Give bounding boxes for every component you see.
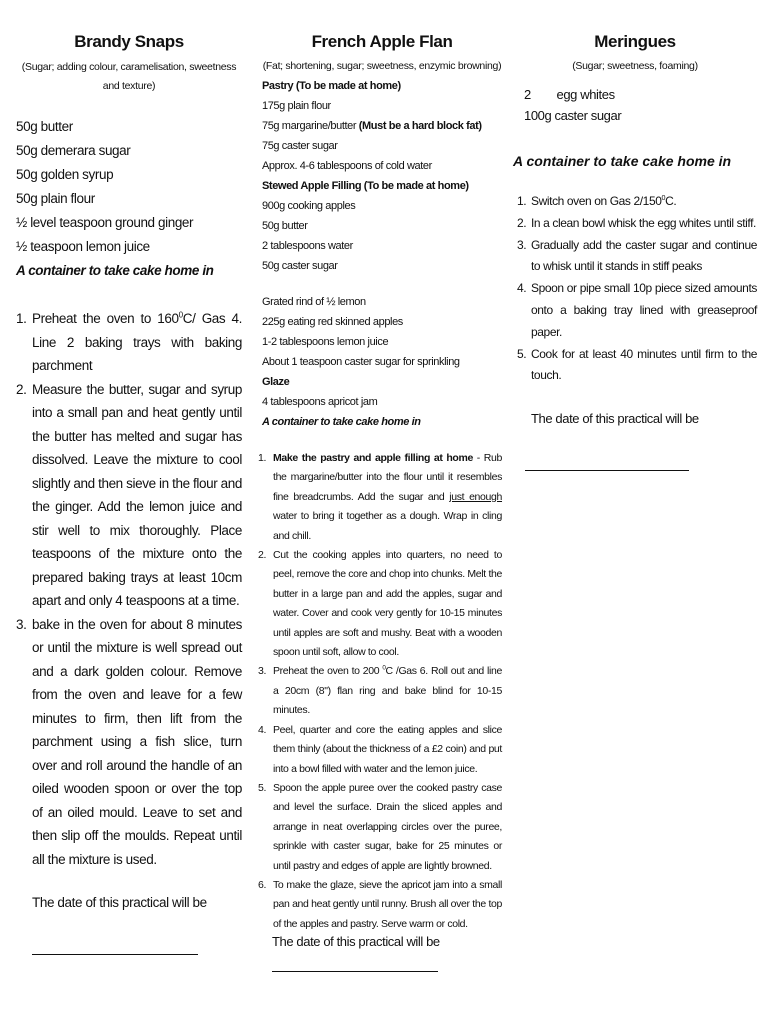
ingredient: 225g eating red skinned apples <box>262 316 403 328</box>
spacer <box>262 276 502 292</box>
container-note: A container to take cake home in <box>262 416 421 428</box>
filling-heading: Stewed Apple Filling (To be made at home) <box>262 180 469 192</box>
ingredient: About 1 teaspoon caster sugar for sprinkling <box>262 356 460 368</box>
french-apple-flan-subtitle: (Fat; shortening, sugar; sweetness, enzymic browning) <box>262 60 502 72</box>
ingredient: 100g caster sugar <box>524 108 622 123</box>
method-step: 5. Cook for at least 40 minutes until firm to the touch. <box>513 344 757 388</box>
method-step: 4. Spoon or pipe small 10p piece sized amounts onto a baking tray lined with greaseproof paper. <box>513 278 757 343</box>
method-step: 1. Switch oven on Gas $2/150^0C$. <box>513 191 757 213</box>
step-number: 2. <box>517 215 527 230</box>
flan-ingredients <box>262 76 502 432</box>
french-apple-flan-title: French Apple Flan <box>311 32 453 51</box>
method-step: 3. Preheat the oven to 200 $^0$C /Gas 6. Roll out and line a 20cm (8") flan ring and bake blind for 10-15 minutes. <box>262 662 502 720</box>
ingredient: 50g golden syrup <box>16 167 114 182</box>
brandy-snaps-ingredients <box>16 115 242 283</box>
step-number: 6. <box>258 878 267 891</box>
method-step: 1. Preheat the oven to $160^0C/$ Gas 4. Line 2 baking trays with baking parchment <box>16 307 242 378</box>
date-line <box>272 971 438 972</box>
ingredient: 175g plain flour <box>262 100 331 112</box>
ingredient: 75g caster sugar <box>262 140 338 152</box>
flan-method <box>258 449 503 934</box>
method-step: 3. Gradually add the caster sugar and continue to whisk until it stands in stiff peaks <box>513 235 757 279</box>
method-step: 1. Make the pastry and apple filling at home - Rub the margarine/butter into the flour until it resembles fine breadcrumbs. Add the sugar and just enough water to bring it together as a dough. Wrap in cling and chill. <box>262 449 502 546</box>
practical-date-label: The date of this practical will be <box>32 895 207 910</box>
step-number: 3. <box>258 665 267 678</box>
ingredient: 50g butter <box>262 220 308 232</box>
ingredient: 50g plain flour <box>16 191 95 206</box>
must-be-hard-fat-note: (Must be a hard block fat) <box>358 120 482 132</box>
step-number: 4. <box>517 281 527 296</box>
brandy-snaps-column <box>16 32 242 955</box>
container-note: A container to take cake home in <box>16 263 214 278</box>
ingredient: 50g demerara sugar <box>16 143 131 158</box>
step-number: 5. <box>258 781 267 794</box>
step-number: 1. <box>258 452 267 464</box>
ingredient: 2 tablespoons water <box>262 240 353 252</box>
french-apple-flan-column <box>258 32 503 972</box>
practical-date-label: The date of this practical will be <box>272 934 440 950</box>
ingredient: 50g caster sugar <box>262 260 338 272</box>
container-note: A container to take cake home in <box>513 153 732 169</box>
ingredient: 50g butter <box>16 119 73 134</box>
step-number: 4. <box>258 723 267 736</box>
method-step: 4. Peel, quarter and core the eating apples and slice them thinly (about the thickness of a £2 coin) and put into a bowl filled with water and the lemon juice. <box>262 721 502 779</box>
meringues-column <box>513 32 757 471</box>
method-step: 2. Cut the cooking apples into quarters, no need to peel, remove the core and chop into chunks. Melt the butter in a large pan and add the apples, sugar and water. Cover and cook very gently for 10-15 minutes until apples are soft and mushy. Beat with a wooden spoon until soft, allow to cool. <box>262 546 502 662</box>
pastry-heading: Pastry (To be made at home) <box>262 80 401 92</box>
brandy-snaps-method <box>16 307 242 871</box>
step-number: 5. <box>517 346 527 361</box>
ingredient: 1-2 tablespoons lemon juice <box>262 336 389 348</box>
step-number: 1. <box>16 311 27 326</box>
meringues-ingredients <box>513 84 757 126</box>
ingredient: ½ level teaspoon ground ginger <box>16 215 194 230</box>
ingredient: ½ teaspoon lemon juice <box>16 239 150 254</box>
meringues-method <box>513 191 757 387</box>
meringues-subtitle: (Sugar; sweetness, foaming) <box>572 60 698 72</box>
method-step: 5. Spoon the apple puree over the cooked pastry case and level the surface. Drain the sliced apples and arrange in neat overlapping circles over the puree, sprinkle with caster sugar, bake for 25 minutes or until pastry and edges of apple are lightly browned. <box>262 779 502 876</box>
method-step: 3. bake in the oven for about 8 minutes or until the mixture is well spread out and a dark golden colour. Remove from the oven and leave for a few minutes to firm, then lift from the parchment using a fish slice, turn over and roll around the handle of an oiled wooden spoon or over the top of an oiled mould. Leave to set and then slip off the moulds. Repeat until all the mixture is used. <box>16 613 242 872</box>
step-number: 2. <box>16 381 27 397</box>
ingredient: Approx. 4-6 tablespoons of cold water <box>262 160 432 172</box>
date-line <box>32 954 198 955</box>
ingredient: 4 tablespoons apricot jam <box>262 396 378 408</box>
step-number: 1. <box>517 194 527 208</box>
step-number: 3. <box>16 616 27 632</box>
practical-date-label: The date of this practical will be <box>531 411 699 427</box>
meringues-title: Meringues <box>594 32 676 51</box>
brandy-snaps-title: Brandy Snaps <box>74 32 184 51</box>
glaze-heading: Glaze <box>262 376 290 388</box>
date-line <box>525 470 689 471</box>
step-number: 2. <box>258 549 267 562</box>
method-step: 2. In a clean bowl whisk the egg whites until stiff. <box>513 213 757 235</box>
ingredient: 900g cooking apples <box>262 200 356 212</box>
step-number: 3. <box>517 237 527 252</box>
ingredient: Grated rind of ½ lemon <box>262 296 366 308</box>
method-step: 6. To make the glaze, sieve the apricot jam into a small pan and heat gently until runny. Brush all over the top of the apples and pastry. Serve warm or cold. <box>262 876 502 934</box>
ingredient: 75g margarine/butter (Must be a hard block fat) <box>262 120 482 132</box>
ingredient: 2 egg whites <box>524 87 615 102</box>
brandy-snaps-subtitle: (Sugar; adding colour, caramelisation, sweetness and texture) <box>21 61 237 92</box>
method-step: 2. Measure the butter, sugar and syrup into a small pan and heat gently until the butter has melted and sugar has dissolved. Leave the mixture to cool slightly and then sieve in the flour and the ginger. Add the lemon juice and stir well to mix thoroughly. Place teaspoons of the mixture onto the prepared baking trays at least 10cm apart and only 4 teaspoons at a time. <box>16 378 242 613</box>
